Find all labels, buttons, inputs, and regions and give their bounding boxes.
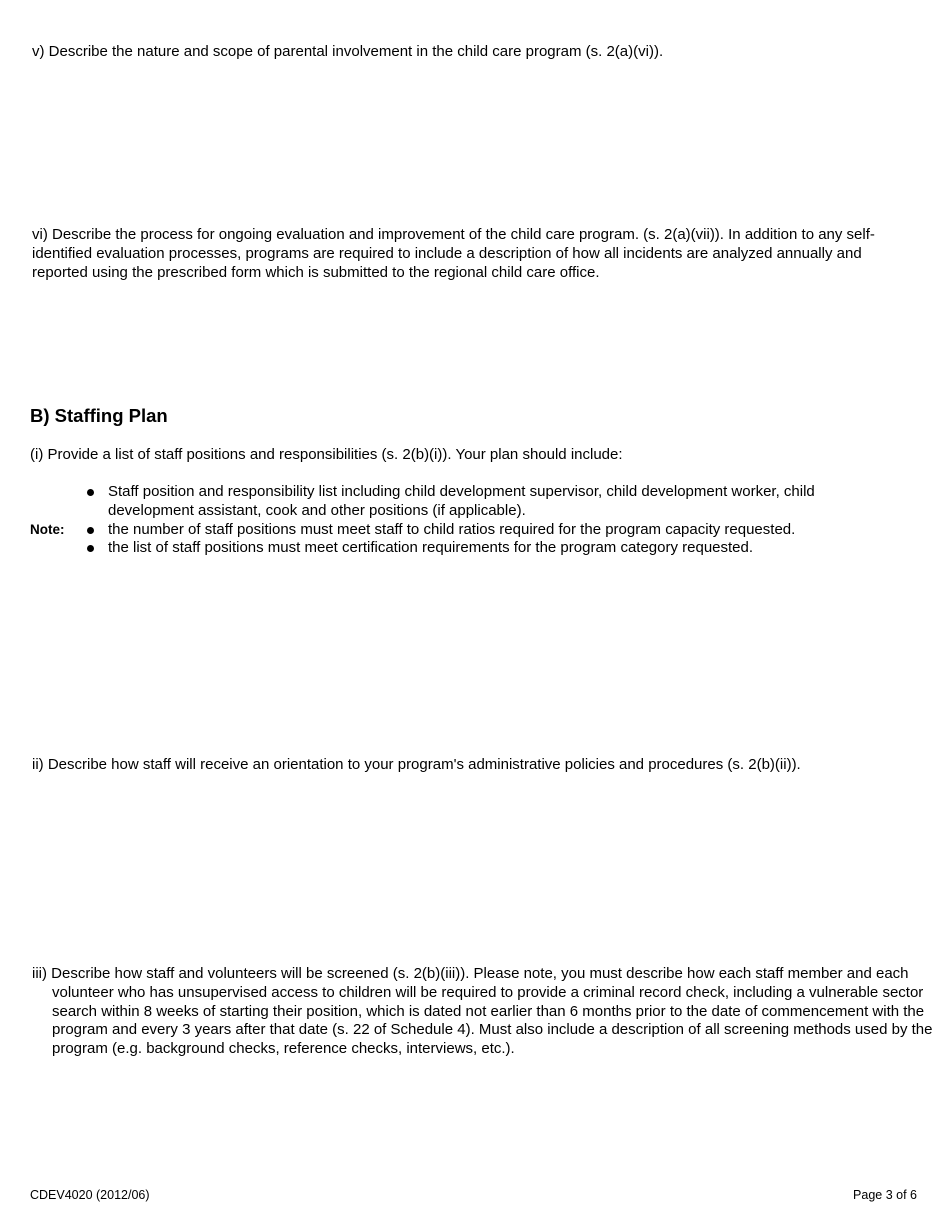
list-item xyxy=(84,483,854,521)
question-i: (i) Provide a list of staff positions and responsibilities (s. 2(b)(i)). Your plan should include: xyxy=(30,446,623,463)
list-item-text: the list of staff positions must meet certification requirements for the program category requested. xyxy=(108,539,754,557)
question-ii: ii) Describe how staff will receive an orientation to your program's administrative policies and procedures (s. 2(b)(ii)). xyxy=(32,756,801,773)
bullet-icon xyxy=(87,545,94,552)
page-number: Page 3 of 6 xyxy=(853,1188,917,1202)
staffing-requirements-list xyxy=(84,483,854,558)
note-label: Note: xyxy=(30,522,65,537)
list-item-text: Staff position and responsibility list including child development supervisor, child development worker, child development assistant, cook and other positions (if applicable). xyxy=(108,483,815,519)
question-v: v) Describe the nature and scope of parental involvement in the child care program (s. 2(a)(vi)). xyxy=(32,43,664,60)
bullet-icon xyxy=(87,489,94,496)
question-vi: vi) Describe the process for ongoing evaluation and improvement of the child care program. (s. 2(a)(vii)). In addition to any self-identified evaluation processes, programs are required to include a description of how all incidents are analyzed annually and reported using the prescribed form which is submitted to the regional child care office. xyxy=(32,226,875,281)
list-item-text: the number of staff positions must meet staff to child ratios required for the program capacity requested. xyxy=(108,520,796,538)
form-id: CDEV4020 (2012/06) xyxy=(30,1188,150,1202)
list-item xyxy=(84,539,854,558)
bullet-icon xyxy=(87,527,94,534)
question-iii: iii) Describe how staff and volunteers will be screened (s. 2(b)(iii)). Please note, you must describe how each staff member and each volunteer who has unsupervised access to children will be required to provide a criminal record check, including a vulnerable sector search within 8 weeks of starting their position, which is dated not earlier than 6 months prior to the date of commencement with the program and every 3 years after that date (s. 22 of Schedule 4). Must also include a description of all screening methods used by the program (e.g. background checks, reference checks, interviews, etc.). xyxy=(32,965,933,1058)
list-item xyxy=(84,521,854,540)
section-heading-staffing-plan: B) Staffing Plan xyxy=(30,405,168,426)
